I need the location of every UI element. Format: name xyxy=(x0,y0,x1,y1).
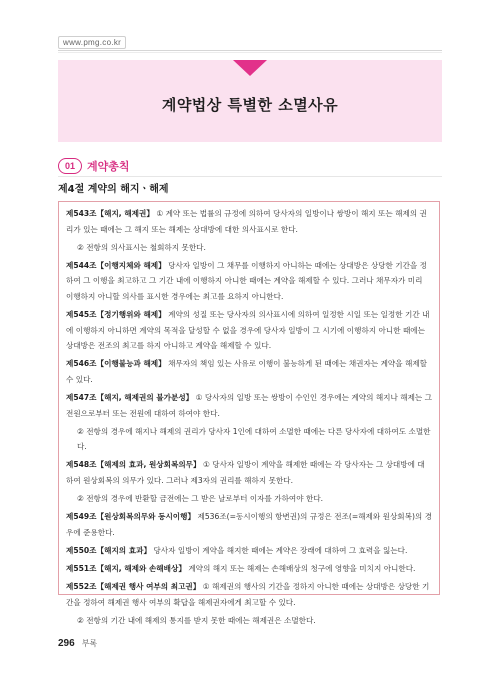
article-text: 계약의 성질 또는 당사자의 의사표시에 의하여 일정한 시일 또는 일정한 기간 내에 이행하지 아니하면 계약의 목적을 달성할 수 없을 경우에 당사자 일방이 그 시기에 이행하지 아니한 때에는 상대방은 전조의 최고를 하지 아니하고 계약을 해제할 수 있다. xyxy=(66,310,430,351)
article-number: 제549조 xyxy=(66,512,97,522)
article-text: 당사자 일방이 계약을 해지한 때에는 계약은 장래에 대하여 그 효력을 잃는다. xyxy=(153,545,408,555)
article-title: 【이행불능과 해제】 xyxy=(96,359,166,369)
article-item xyxy=(66,543,432,559)
subsection-title: 제4절 계약의 해지ㆍ해제 xyxy=(58,184,169,195)
header-divider-light xyxy=(58,52,442,53)
article-title: 【해지, 해제권】 xyxy=(96,209,154,218)
article-number: 제552조 xyxy=(66,582,97,592)
section-title: 계약총칙 xyxy=(87,160,130,173)
article-first-line xyxy=(66,561,432,577)
section-number-badge: 01 xyxy=(58,158,82,174)
section-divider xyxy=(58,176,442,177)
article-text: ① 해제권의 행사의 기간을 정하지 아니한 때에는 상대방은 상당한 기간을 정하여 해제권 행사 여부의 확답을 해제권자에게 최고할 수 있다. xyxy=(66,582,430,607)
page-title: 계약법상 특별한 소멸사유 xyxy=(161,96,339,114)
article-number: 제544조 xyxy=(66,260,97,270)
article-item xyxy=(66,258,432,305)
article-title: 【해지, 해제권의 불가분성】 xyxy=(96,393,194,403)
article-item xyxy=(66,579,432,628)
article-clause: ② 전항의 경우에 해지나 해제의 권리가 당사자 1인에 대하여 소멸한 때에는 다른 당사자에 대하여도 소멸한다. xyxy=(77,426,431,452)
article-title: 【원상회복의무와 동시이행】 xyxy=(96,512,196,522)
article-title: 【해제의 효과, 원상회복의무】 xyxy=(96,460,201,470)
article-item xyxy=(66,356,432,387)
statute-box xyxy=(58,201,440,625)
banner-notch-icon xyxy=(233,60,267,76)
article-first-line xyxy=(66,579,432,610)
article-item xyxy=(66,390,432,455)
article-first-line xyxy=(66,509,432,540)
article-text: ① 계약 또는 법률의 규정에 의하여 당사자의 일방이나 쌍방이 해지 또는 해제의 권리가 있는 때에는 그 해지 또는 해제는 상대방에 대한 의사표시로 한다. xyxy=(66,209,427,234)
article-text: 계약의 해지 또는 해제는 손해배상의 청구에 영향을 미치지 아니한다. xyxy=(188,563,416,573)
article-item xyxy=(66,457,432,506)
article-clause: ② 전항의 의사표시는 철회하지 못한다. xyxy=(77,242,206,252)
article-title: 【해지의 효과】 xyxy=(96,545,152,555)
article-number: 제551조 xyxy=(66,563,97,573)
article-text: 제536조(=동시이행의 항변권)의 규정은 전조(=해제와 원상회복)의 경우에 준용한다. xyxy=(66,512,433,537)
article-first-line xyxy=(66,356,432,387)
article-clause: ② 전항의 경우에 반환할 금전에는 그 받은 날로부터 이자를 가하여야 한다. xyxy=(77,494,324,504)
article-first-line xyxy=(66,258,432,305)
page-number: 296 xyxy=(58,638,75,649)
article-text: 채무자의 책임 있는 사유로 이행이 불능하게 된 때에는 채권자는 계약을 해제할 수 있다. xyxy=(66,359,428,384)
article-item xyxy=(66,307,432,354)
article-number: 제550조 xyxy=(66,545,97,555)
article-item xyxy=(66,206,432,255)
site-url: www.pmg.co.kr xyxy=(58,36,126,49)
article-number: 제547조 xyxy=(66,393,97,403)
article-item xyxy=(66,561,432,577)
section-heading xyxy=(58,158,130,174)
article-text: ① 당사자 일방이 계약을 해제한 때에는 각 당사자는 그 상대방에 대하여 원상회복의 의무가 있다. 그러나 제3자의 권리를 해하지 못한다. xyxy=(66,460,425,485)
article-number: 제543조 xyxy=(66,209,97,218)
article-number: 제548조 xyxy=(66,460,97,470)
article-first-line xyxy=(66,206,432,237)
article-title: 【해지, 해제와 손해배상】 xyxy=(96,563,186,573)
footer-section-label: 부록 xyxy=(81,639,98,648)
article-first-line xyxy=(66,307,432,354)
article-title: 【이행지체와 해제】 xyxy=(96,260,166,270)
article-first-line xyxy=(66,457,432,488)
article-number: 제546조 xyxy=(66,359,97,369)
article-title: 【해제권 행사 여부의 최고권】 xyxy=(96,582,201,592)
article-clause: ② 전항의 기간 내에 해제의 통지를 받지 못한 때에는 해제권은 소멸한다. xyxy=(77,615,316,625)
article-title: 【정기행위와 해제】 xyxy=(96,310,166,320)
article-number: 제545조 xyxy=(66,310,97,320)
article-text: 당사자 일방이 그 채무를 이행하지 아니하는 때에는 상대방은 상당한 기간을 정하여 그 이행을 최고하고 그 기간 내에 이행하지 아니한 때에는 계약을 해제할 수 있다. 그러나 채무자가 미리 이행하지 아니할 의사를 표시한 경우에는 최고를 요하지 아니한다. xyxy=(66,260,428,301)
article-item xyxy=(66,509,432,540)
article-first-line xyxy=(66,390,432,421)
article-first-line xyxy=(66,543,432,559)
article-text: ① 당사자의 일방 또는 쌍방이 수인인 경우에는 계약의 해지나 해제는 그 전원으로부터 또는 전원에 대하여 하여야 한다. xyxy=(66,393,433,418)
header-divider xyxy=(58,50,442,51)
page-footer xyxy=(58,638,97,649)
